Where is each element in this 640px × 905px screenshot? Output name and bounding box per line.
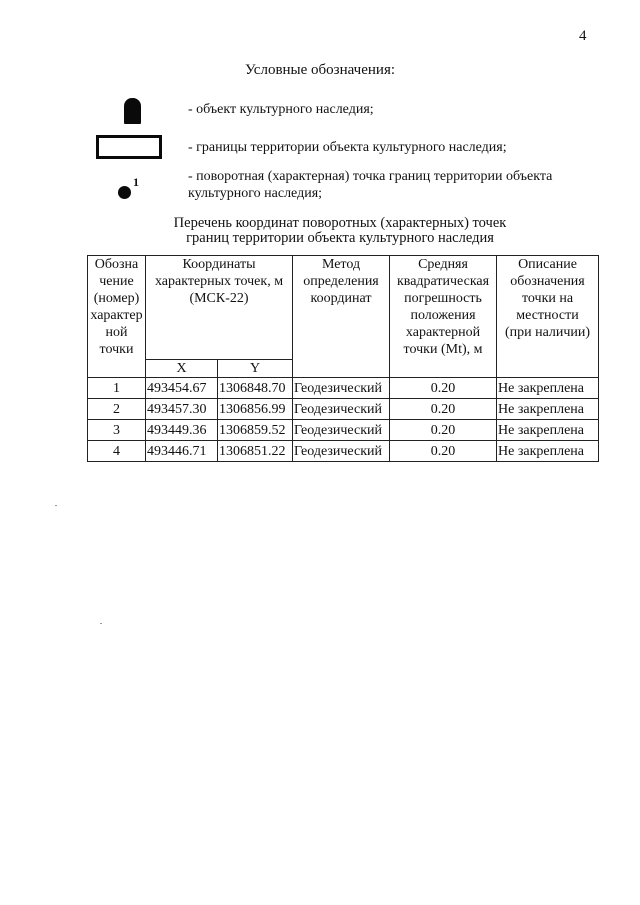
header-line: Координаты <box>182 257 256 272</box>
header-line: погрешность <box>404 291 482 306</box>
header-line: обозначения <box>510 274 585 289</box>
cell-y: 1306859.52 <box>218 420 293 441</box>
cell-method: Геодезический <box>293 399 390 420</box>
coordinates-table-body <box>88 378 599 462</box>
header-line: характерных точек, м <box>154 274 284 289</box>
cell-method: Геодезический <box>293 420 390 441</box>
cell-description: Не закреплена <box>497 399 599 420</box>
cell-y: 1306851.22 <box>218 441 293 462</box>
header-line: Обозна <box>94 257 139 272</box>
territory-border-symbol-icon <box>96 135 162 159</box>
header-line: характер <box>90 308 143 323</box>
cell-x: 493454.67 <box>146 378 218 399</box>
header-line: чение <box>99 274 134 289</box>
header-line: ной <box>105 325 128 340</box>
header-line: точки (Mt), м <box>403 342 483 357</box>
header-coordinates <box>146 256 293 360</box>
cell-x: 493449.36 <box>146 420 218 441</box>
cell-num: 4 <box>88 441 146 462</box>
page-number: 4 <box>579 28 587 44</box>
header-line: местности <box>516 308 579 323</box>
scan-mark <box>100 623 102 624</box>
header-line: характерной <box>405 325 481 340</box>
cell-y: 1306848.70 <box>218 378 293 399</box>
legend-border-text: - границы территории объекта культурного наследия; <box>188 140 507 155</box>
cell-method: Геодезический <box>293 378 390 399</box>
cell-x: 493446.71 <box>146 441 218 462</box>
scan-mark <box>55 505 57 506</box>
header-line: квадратическая <box>396 274 490 289</box>
cell-error: 0.20 <box>390 441 497 462</box>
table-row <box>88 420 599 441</box>
cell-x: 493457.30 <box>146 399 218 420</box>
header-error <box>390 256 497 378</box>
header-line: (МСК-22) <box>189 291 249 306</box>
legend-title: Условные обозначения: <box>244 62 396 78</box>
header-line: Описание <box>518 257 577 272</box>
header-line: (номер) <box>93 291 140 306</box>
table-row <box>88 441 599 462</box>
cell-num: 2 <box>88 399 146 420</box>
header-line: Метод <box>321 257 361 272</box>
cell-method: Геодезический <box>293 441 390 462</box>
header-line: точки <box>99 342 134 357</box>
header-description <box>497 256 599 378</box>
turning-point-symbol-number: 1 <box>133 175 139 189</box>
header-line: (при наличии) <box>504 325 591 340</box>
cell-error: 0.20 <box>390 399 497 420</box>
header-y: Y <box>218 360 293 378</box>
header-x: X <box>146 360 218 378</box>
cell-num: 1 <box>88 378 146 399</box>
header-line: координат <box>310 291 372 306</box>
legend-object-text: - объект культурного наследия; <box>188 102 374 117</box>
table-row <box>88 399 599 420</box>
cell-description: Не закреплена <box>497 441 599 462</box>
header-line: точки на <box>521 291 574 306</box>
cultural-object-symbol-icon <box>124 98 141 124</box>
header-point-number <box>88 256 146 378</box>
table-caption: Перечень координат поворотных (характерных) точек границ территории объекта культурного наследия <box>173 215 507 246</box>
header-line: определения <box>303 274 379 289</box>
header-line: Средняя <box>418 257 468 272</box>
header-line: положения <box>410 308 476 323</box>
header-method <box>293 256 390 378</box>
cell-num: 3 <box>88 420 146 441</box>
table-row <box>88 378 599 399</box>
cell-description: Не закреплена <box>497 420 599 441</box>
cell-error: 0.20 <box>390 378 497 399</box>
cell-error: 0.20 <box>390 420 497 441</box>
cell-description: Не закреплена <box>497 378 599 399</box>
turning-point-symbol-icon <box>118 186 131 199</box>
cell-y: 1306856.99 <box>218 399 293 420</box>
legend-point-text: - поворотная (характерная) точка границ территории объекта культурного наследия; <box>188 169 553 201</box>
coordinates-table <box>87 255 599 462</box>
